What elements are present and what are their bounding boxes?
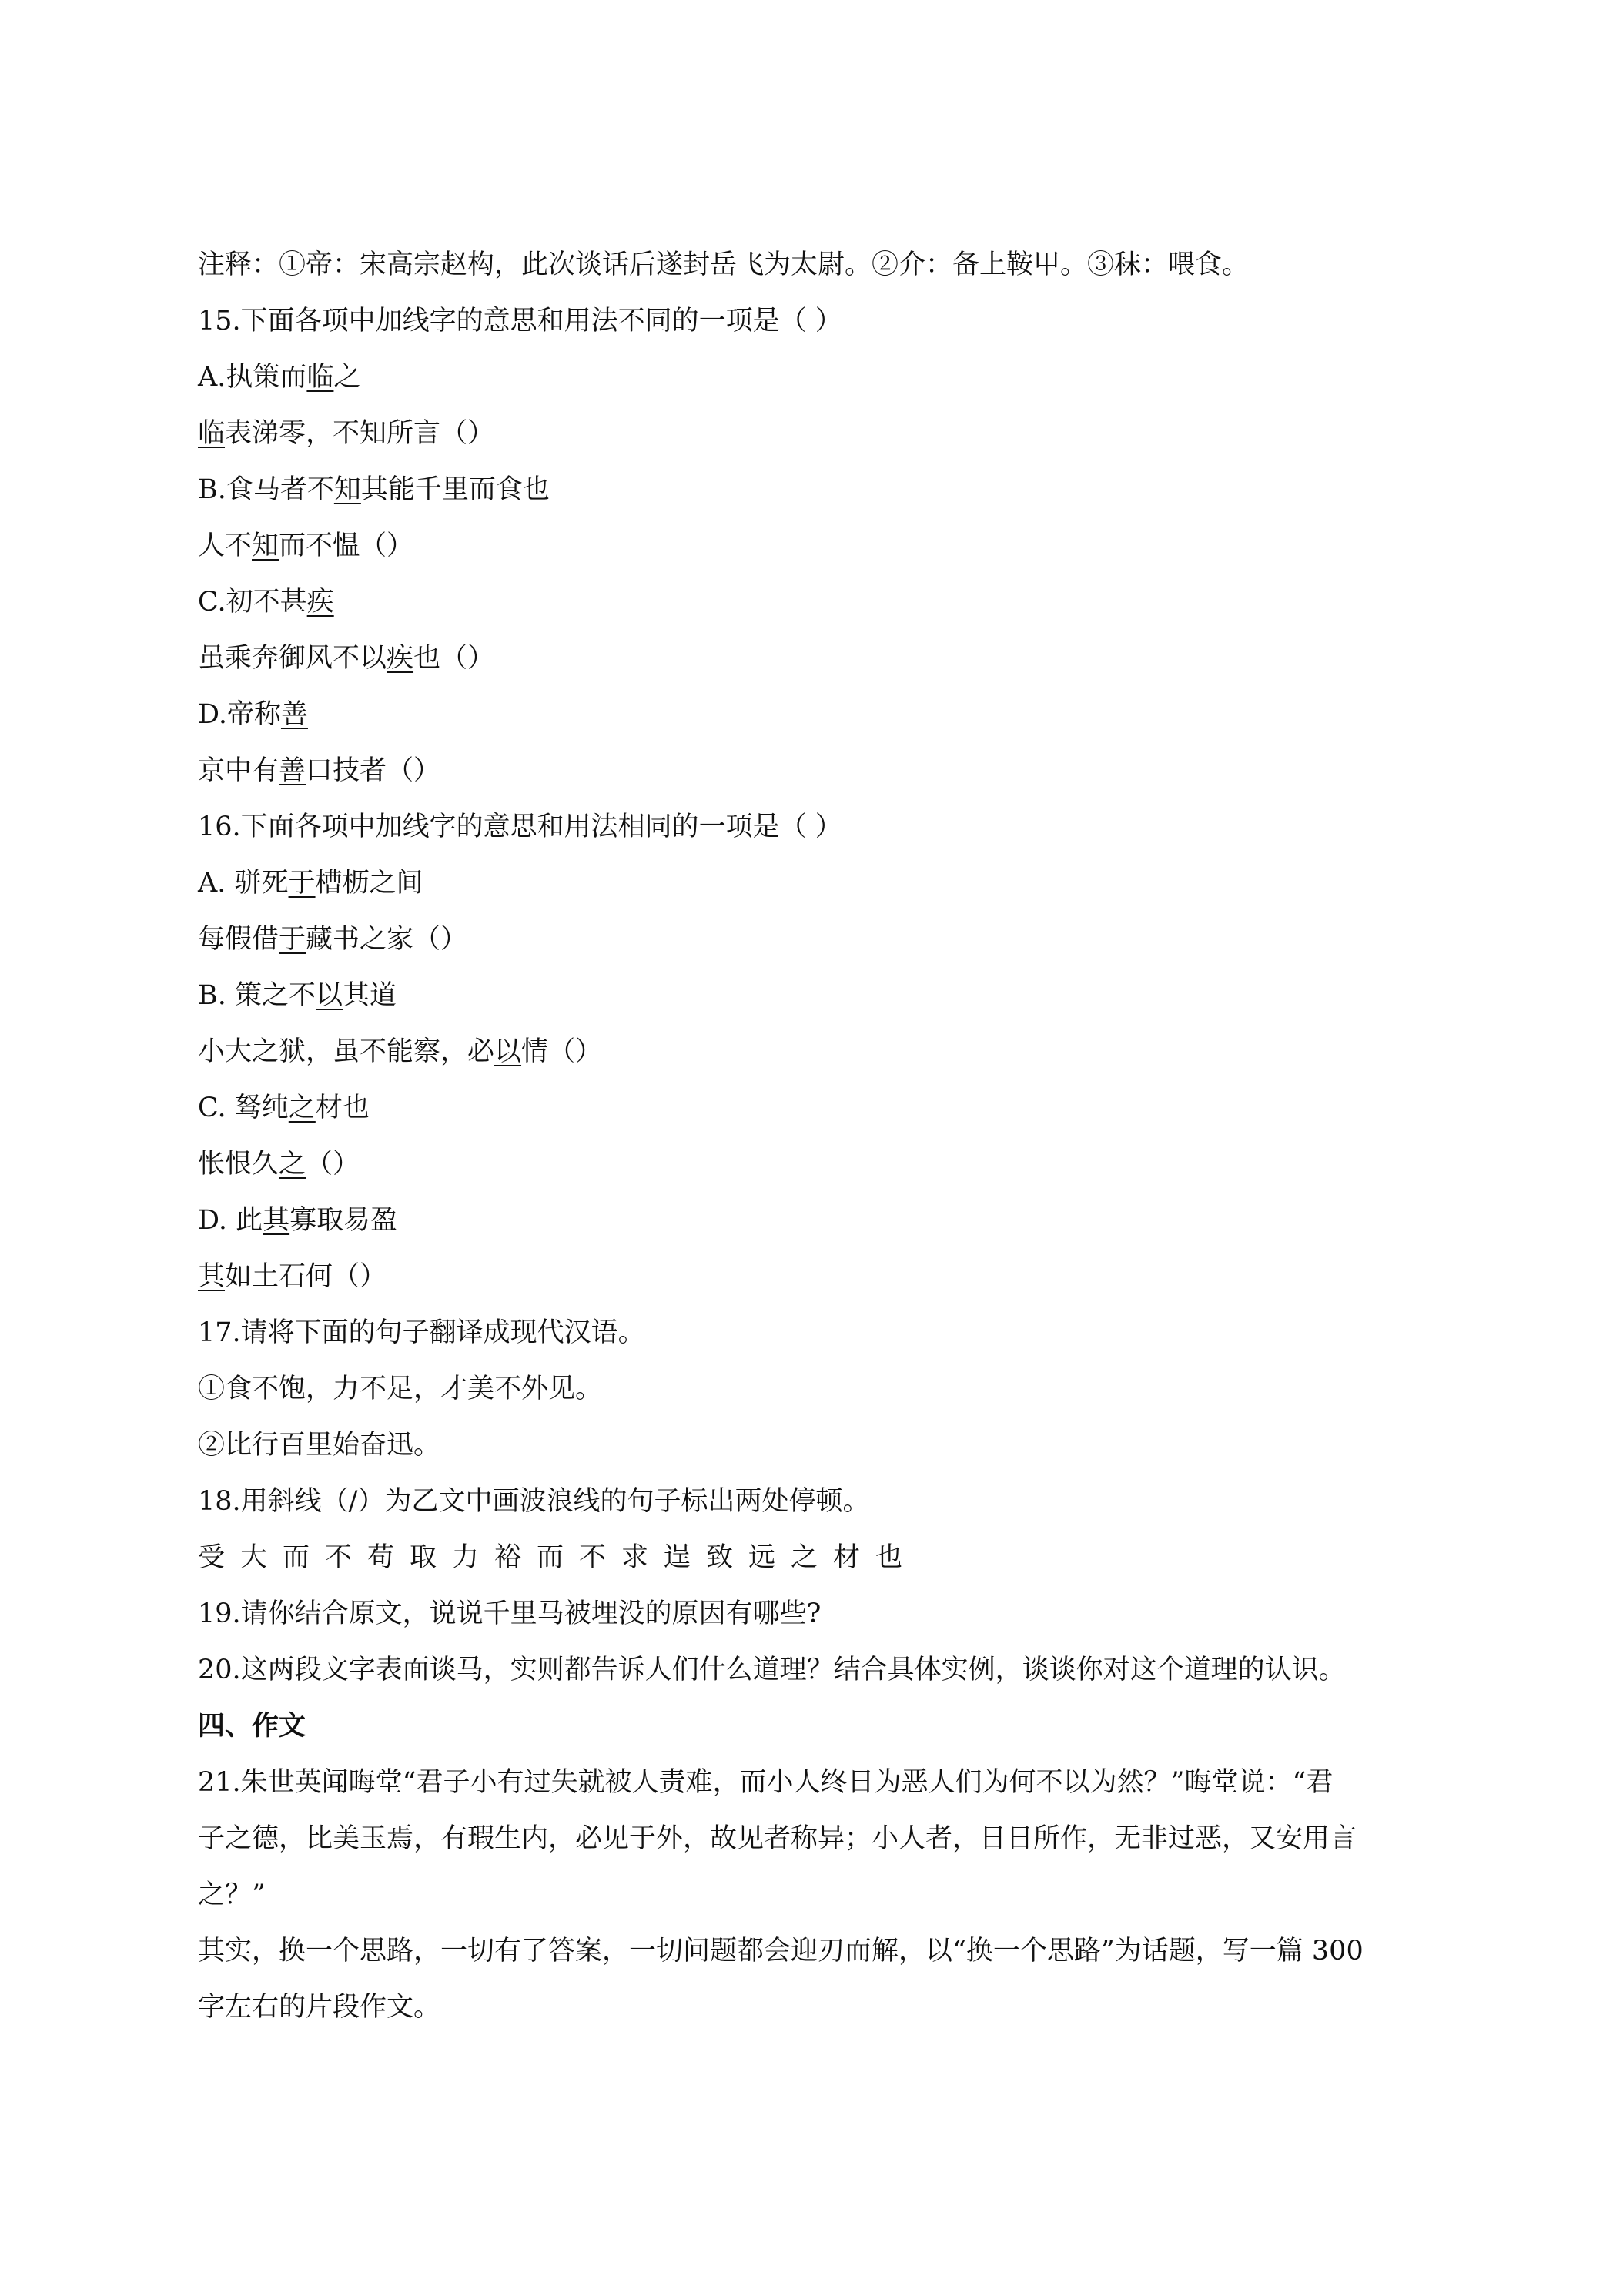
text-segment: 之 [333, 362, 361, 393]
text-segment: B. 策之不 [198, 980, 316, 1011]
underlined-char: 于 [288, 868, 316, 899]
text-segment: 口技者（） [306, 755, 441, 786]
underlined-char: 以 [494, 1036, 522, 1067]
text-segment: D.帝称 [198, 699, 281, 730]
section-heading-composition: 四、作文 [198, 1711, 306, 1742]
text-segment: B.食马者不 [198, 474, 334, 505]
q16-option-b-line2 [198, 1035, 602, 1069]
text-segment: 而不愠（） [279, 530, 414, 561]
underlined-char: 之 [279, 1149, 306, 1180]
text-segment: 小大之狱，虽不能察，必 [198, 1036, 495, 1067]
q15-option-c-line2 [198, 641, 494, 675]
question-19: 19.请你结合原文，说说千里马被埋没的原因有哪些? [198, 1598, 822, 1629]
text-segment: 藏书之家（） [306, 924, 468, 955]
q21-line-5: 字左右的片段作文。 [198, 1992, 441, 2023]
text-segment: 槽枥之间 [315, 868, 423, 899]
question-17-stem: 17.请将下面的句子翻译成现代汉语。 [198, 1317, 645, 1348]
q15-option-a-line1 [198, 360, 360, 394]
underlined-char: 善 [279, 755, 306, 786]
q16-option-d-line2 [198, 1260, 387, 1294]
text-segment: 情（） [521, 1036, 603, 1067]
underlined-char: 于 [279, 924, 306, 955]
q15-option-d-line2 [198, 754, 440, 788]
underlined-char: 其 [198, 1261, 226, 1292]
underlined-char: 以 [315, 980, 343, 1011]
underlined-char: 疾 [306, 587, 334, 618]
text-segment: 材也 [315, 1093, 370, 1123]
text-segment: 其能千里而食也 [360, 474, 550, 505]
q15-option-a-line2 [198, 417, 494, 450]
text-segment: D. 此 [198, 1205, 263, 1236]
underlined-char: 知 [252, 530, 279, 561]
question-15-stem: 15.下面各项中加线字的意思和用法不同的一项是（ ） [198, 306, 842, 336]
q18-sentence: 受大而不苟取力裕而不求逞致远之材也 [198, 1542, 919, 1573]
q21-line-2: 子之德，比美玉焉，有瑕生内，必见于外，故见者称异；小人者，日日所作，无非过恶，又安用言 [198, 1823, 1357, 1854]
underlined-char: 临 [306, 362, 334, 393]
q16-option-c-line1 [198, 1091, 370, 1125]
q16-option-d-line1 [198, 1203, 397, 1237]
q17-sentence-2: ②比行百里始奋迅。 [198, 1430, 441, 1461]
q15-option-b-line2 [198, 529, 413, 563]
text-segment: （） [306, 1149, 360, 1180]
question-20: 20.这两段文字表面谈马，实则都告诉人们什么道理？结合具体实例，谈谈你对这个道理的认识。 [198, 1655, 1346, 1685]
underlined-char: 知 [333, 474, 361, 505]
q21-line-1: 21.朱世英闻晦堂“君子小有过失就被人责难，而小人终日为恶人们为何不以为然？”晦堂说：“君 [198, 1767, 1334, 1798]
text-segment: 如土石何（） [225, 1261, 387, 1292]
question-16-stem: 16.下面各项中加线字的意思和用法相同的一项是（ ） [198, 812, 842, 842]
underlined-char: 善 [280, 699, 308, 730]
q15-option-c-line1 [198, 585, 334, 619]
text-segment: 怅恨久 [198, 1149, 279, 1180]
text-segment: 人不 [198, 530, 253, 561]
text-segment: 京中有 [198, 755, 279, 786]
text-segment: 寡取易盈 [289, 1205, 398, 1236]
text-segment: 每假借 [198, 924, 279, 955]
text-segment: 表涕零，不知所言（） [225, 418, 495, 449]
q21-line-4: 其实，换一个思路，一切有了答案，一切问题都会迎刃而解，以“换一个思路”为话题，写一篇 300 [198, 1936, 1364, 1966]
q17-sentence-1: ①食不饱，力不足，才美不外见。 [198, 1374, 603, 1404]
underlined-char: 疾 [387, 643, 414, 674]
question-18-stem: 18.用斜线（/）为乙文中画波浪线的句子标出两处停顿。 [198, 1486, 870, 1517]
q16-option-c-line2 [198, 1147, 360, 1181]
text-segment: 虽乘奔御风不以 [198, 643, 387, 674]
text-segment: 也（） [413, 643, 495, 674]
q15-option-b-line1 [198, 473, 550, 507]
annotation-note: 注释：①帝：宋高宗赵构，此次谈话后遂封岳飞为太尉。②介：备上鞍甲。③秣：喂食。 [198, 249, 1250, 280]
q21-line-3: 之？” [198, 1879, 266, 1910]
q15-option-d-line1 [198, 698, 308, 731]
q16-option-a-line2 [198, 922, 467, 956]
text-segment: 其道 [343, 980, 397, 1011]
text-segment: C. 驽纯 [198, 1093, 289, 1123]
text-segment: A. 骈死 [198, 868, 289, 899]
q16-option-b-line1 [198, 979, 397, 1012]
underlined-char: 其 [263, 1205, 290, 1236]
text-segment: A.执策而 [198, 362, 307, 393]
underlined-char: 之 [288, 1093, 316, 1123]
underlined-char: 临 [198, 418, 226, 449]
text-segment: C.初不甚 [198, 587, 307, 618]
q16-option-a-line1 [198, 866, 423, 900]
